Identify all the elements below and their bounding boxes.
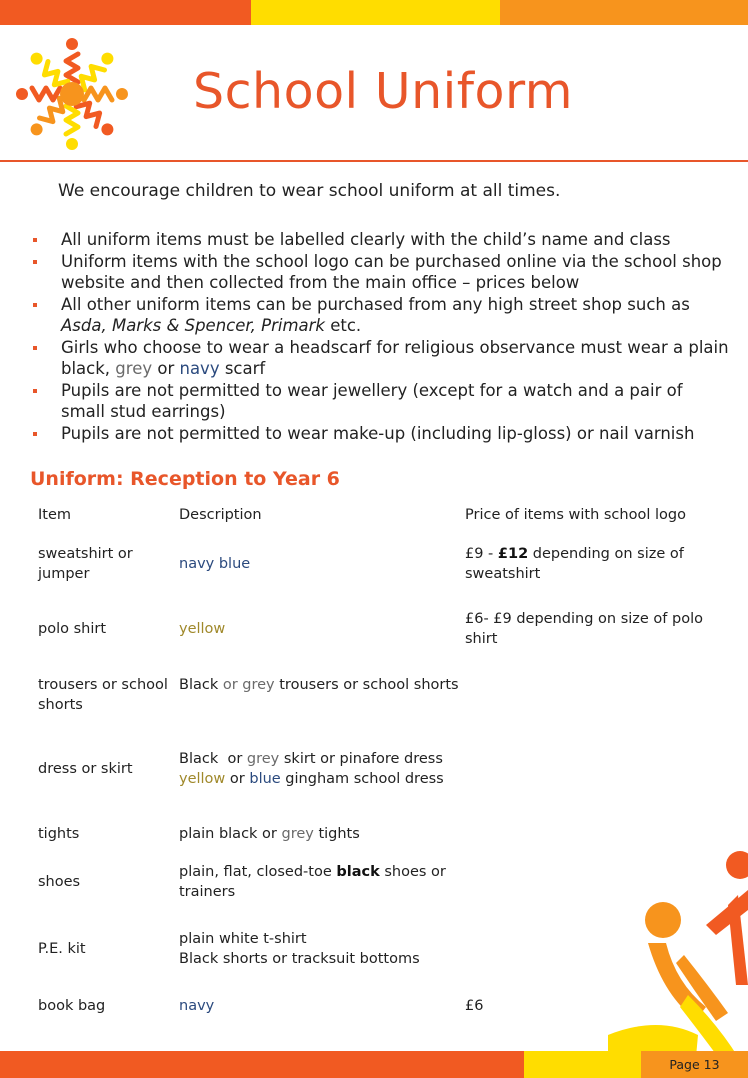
rule-text: All uniform items must be labelled clearly with the child’s name and class xyxy=(61,230,671,249)
header-description: Description xyxy=(179,507,262,523)
bottom-color-bar xyxy=(0,1051,748,1078)
rule-grey: grey xyxy=(115,359,153,378)
rule-text: or xyxy=(152,359,180,378)
item-name: shoes xyxy=(38,874,81,890)
top-bar-orange-red xyxy=(0,0,251,25)
desc-bold: black xyxy=(336,864,380,880)
rule-text: All other uniform items can be purchased from any high street shop such as xyxy=(61,294,690,314)
top-bar-orange xyxy=(500,0,748,25)
price-bold: £12 xyxy=(497,546,529,562)
rule-text: Girls who choose to wear a headscarf for religious observance must wear a plain black, xyxy=(61,337,729,378)
desc-grey: grey xyxy=(246,751,280,767)
item-description xyxy=(179,749,459,789)
rule-text: scarf xyxy=(219,359,266,378)
top-color-bar xyxy=(0,0,748,25)
bottom-bar-orange-red xyxy=(0,1051,524,1078)
desc-part: Black or xyxy=(179,751,247,767)
price-part: £9 - xyxy=(465,546,498,562)
desc-part: tights xyxy=(313,826,360,842)
top-bar-yellow xyxy=(251,0,500,25)
desc-part: Black xyxy=(179,677,223,693)
desc-line: plain white t-shirt xyxy=(179,931,307,947)
desc-part: gingham school dress xyxy=(280,771,444,787)
item-description xyxy=(179,929,459,969)
desc-line xyxy=(179,749,459,769)
desc-part: skirt or pinafore dress xyxy=(279,751,443,767)
section-title: Uniform: Reception to Year 6 xyxy=(30,468,340,490)
desc-grey: or grey xyxy=(222,677,275,693)
rule-text: Uniform items with the school logo can be purchased online via the school shop website and then collected from the main office – prices below xyxy=(61,251,722,292)
desc-part: trousers or school shorts xyxy=(274,677,459,693)
header-divider xyxy=(0,160,748,162)
desc-blue: blue xyxy=(249,771,281,787)
item-price: £6 xyxy=(465,998,484,1014)
page-number: Page 13 xyxy=(669,1057,720,1072)
item-price xyxy=(465,544,725,584)
item-description: yellow xyxy=(179,621,226,637)
desc-part: or xyxy=(225,771,250,787)
item-name: book bag xyxy=(38,998,106,1014)
desc-part: plain, flat, closed-toe xyxy=(179,864,337,880)
desc-line xyxy=(179,769,459,789)
item-name: tights xyxy=(38,826,80,842)
rule-item xyxy=(30,337,730,380)
item-description xyxy=(179,824,459,844)
item-name: sweatshirt or jumper xyxy=(38,546,133,582)
desc-grey: grey xyxy=(281,826,314,842)
rule-shops: Asda, Marks & Spencer, Primark xyxy=(61,316,325,335)
item-description xyxy=(179,862,459,902)
item-price: £6- £9 depending on size of polo shirt xyxy=(465,611,703,647)
item-name: P.E. kit xyxy=(38,941,86,957)
bottom-bar-yellow xyxy=(524,1051,641,1078)
page-title: School Uniform xyxy=(193,63,574,120)
rule-item xyxy=(30,229,730,251)
rule-text: Pupils are not permitted to wear jewellery (except for a watch and a pair of small stud earrings) xyxy=(61,380,683,421)
desc-part: shoes or trainers xyxy=(179,864,446,900)
school-logo-icon xyxy=(10,32,134,156)
header-item: Item xyxy=(38,507,72,523)
figures-decoration-icon xyxy=(588,835,748,1057)
rule-item xyxy=(30,251,730,294)
uniform-rules-list xyxy=(30,229,730,444)
item-description: navy blue xyxy=(179,556,251,572)
rule-text: Pupils are not permitted to wear make-up (including lip-gloss) or nail varnish xyxy=(61,423,695,443)
item-name: trousers or school shorts xyxy=(38,677,168,713)
rule-item xyxy=(30,423,730,445)
rule-item xyxy=(30,380,730,423)
intro-text: We encourage children to wear school uniform at all times. xyxy=(58,181,561,201)
price-part: depending on size of sweatshirt xyxy=(465,546,684,582)
item-name: dress or skirt xyxy=(38,761,133,777)
header-price: Price of items with school logo xyxy=(465,507,686,523)
item-description: navy xyxy=(179,998,215,1014)
desc-line: Black shorts or tracksuit bottoms xyxy=(179,951,420,967)
item-name: polo shirt xyxy=(38,621,107,637)
desc-yellow: yellow xyxy=(179,771,226,787)
rule-text: etc. xyxy=(324,316,362,335)
rule-navy: navy xyxy=(179,359,220,378)
desc-part: plain black or xyxy=(179,826,282,842)
rule-item xyxy=(30,294,730,337)
item-description xyxy=(179,675,459,695)
